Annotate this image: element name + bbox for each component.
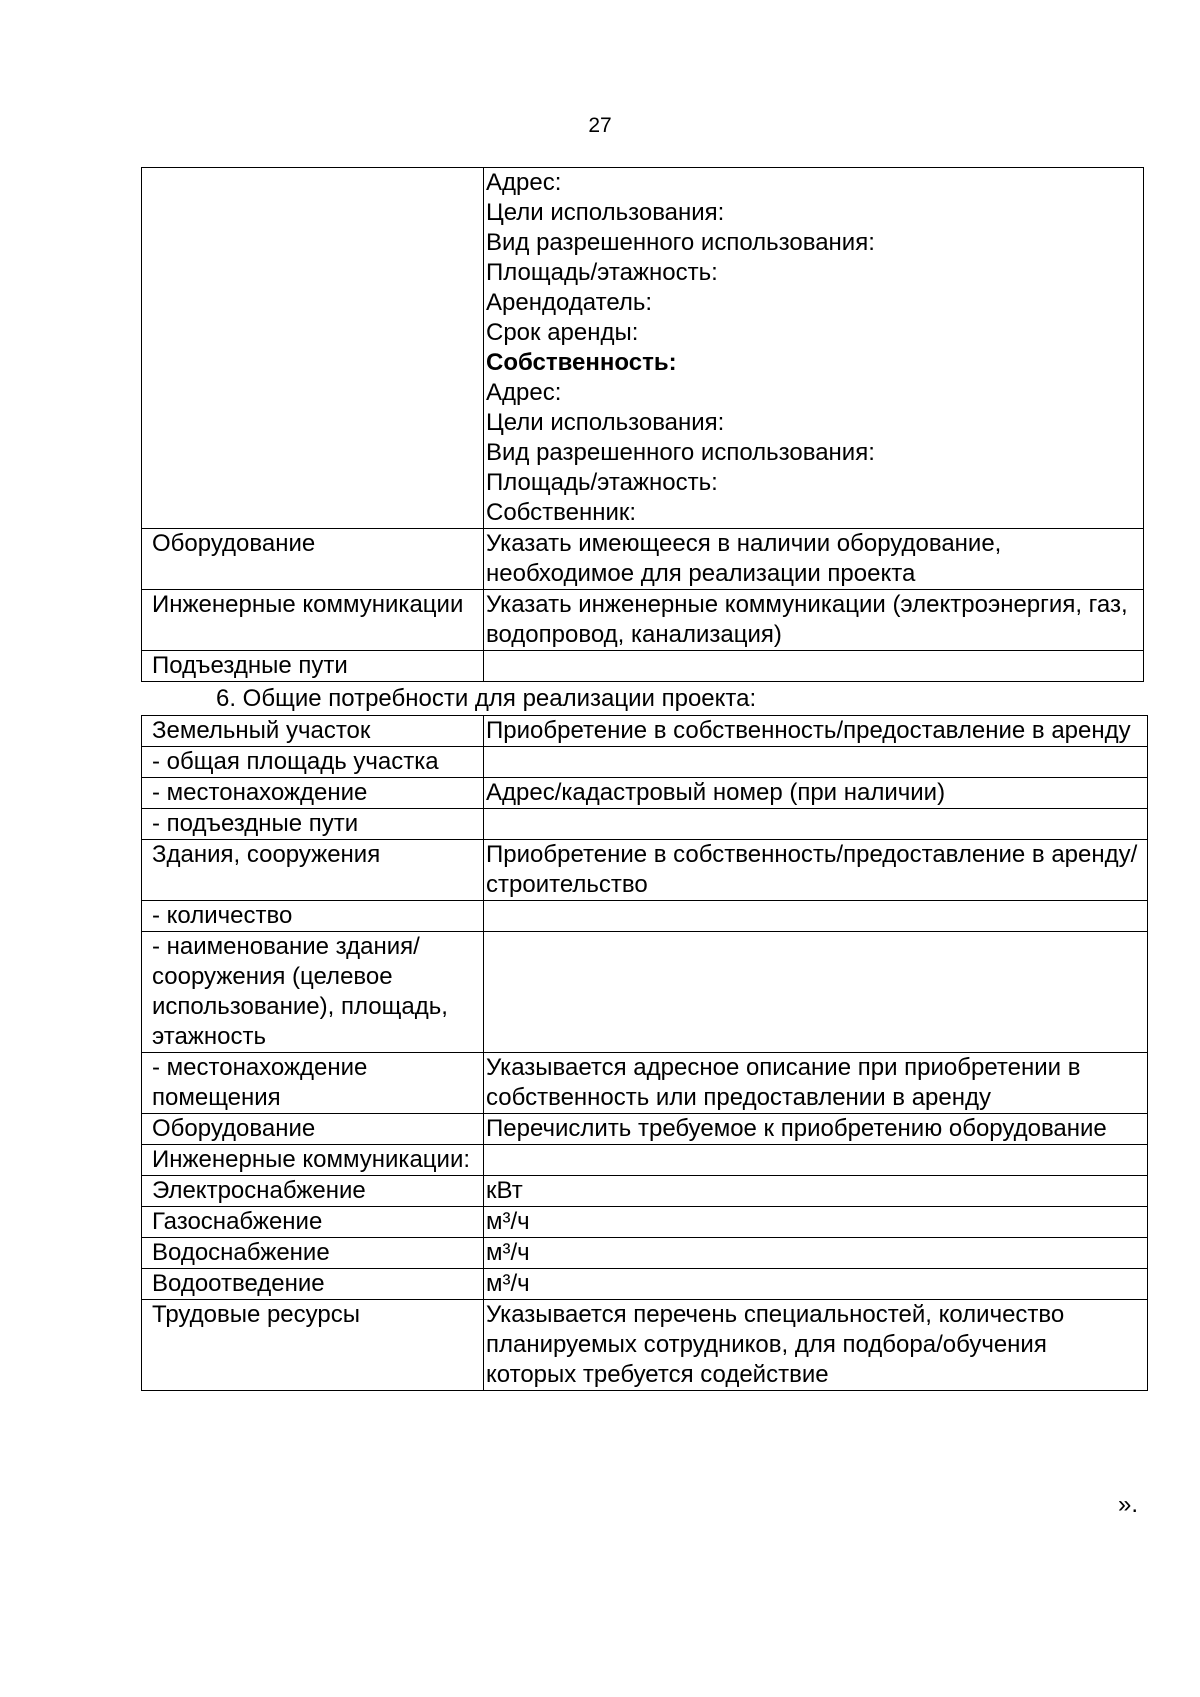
table-row	[142, 716, 1148, 747]
row-value: Указать имеющееся в наличии оборудование, необходимое для реализации проекта	[484, 529, 1144, 590]
table-row	[142, 901, 1148, 932]
row-label: Водоотведение	[142, 1269, 484, 1300]
premises-details-cell	[484, 168, 1144, 529]
row-value: Приобретение в собственность/предоставление в аренду/строительство	[484, 840, 1148, 901]
table-row	[142, 1238, 1148, 1269]
row-value: кВт	[484, 1176, 1148, 1207]
row-value: Перечислить требуемое к приобретению оборудование	[484, 1114, 1148, 1145]
detail-line: Адрес:	[486, 169, 562, 196]
row-label: - наименование здания/ сооружения (целевое использование), площадь, этажность	[142, 932, 484, 1053]
detail-line: Арендодатель:	[486, 289, 653, 316]
row-label: Трудовые ресурсы	[142, 1300, 484, 1391]
row-value: м³/ч	[484, 1238, 1148, 1269]
row-label: Оборудование	[142, 1114, 484, 1145]
needs-table-body	[142, 716, 1148, 1391]
table-row	[142, 778, 1148, 809]
row-label: - местонахождение	[142, 778, 484, 809]
table-row	[142, 1176, 1148, 1207]
row-value: Указывается адресное описание при приобретении в собственность или предоставлении в аренду	[484, 1053, 1148, 1114]
table-row	[142, 840, 1148, 901]
row-label: - количество	[142, 901, 484, 932]
table-row	[142, 1300, 1148, 1391]
detail-line: Цели использования:	[486, 199, 725, 226]
needs-table	[141, 715, 1148, 1391]
row-value: м³/ч	[484, 1269, 1148, 1300]
row-label: Инженерные коммуникации	[142, 590, 484, 651]
table-cell-empty	[142, 168, 484, 529]
table-row	[142, 932, 1148, 1053]
page-number: 27	[588, 114, 612, 137]
row-label: Оборудование	[142, 529, 484, 590]
row-label: - общая площадь участка	[142, 747, 484, 778]
row-value	[484, 901, 1148, 932]
row-label: Инженерные коммуникации:	[142, 1145, 484, 1176]
row-label: Газоснабжение	[142, 1207, 484, 1238]
row-label: - местонахождение помещения	[142, 1053, 484, 1114]
closing-quote: ».	[1118, 1491, 1139, 1518]
row-value: Указать инженерные коммуникации (электроэнергия, газ, водопровод, канализация)	[484, 590, 1144, 651]
row-label: Здания, сооружения	[142, 840, 484, 901]
table-row	[142, 1114, 1148, 1145]
detail-line: Адрес:	[486, 379, 562, 406]
row-value: Адрес/кадастровый номер (при наличии)	[484, 778, 1148, 809]
row-label: - подъездные пути	[142, 809, 484, 840]
row-label: Земельный участок	[142, 716, 484, 747]
row-value	[484, 747, 1148, 778]
detail-line: Цели использования:	[486, 409, 725, 436]
detail-line: Вид разрешенного использования:	[486, 439, 875, 466]
table-row	[142, 590, 1144, 651]
table-row	[142, 529, 1144, 590]
row-value: Приобретение в собственность/предоставление в аренду	[484, 716, 1148, 747]
premises-table	[141, 167, 1144, 682]
table-row	[142, 651, 1144, 682]
row-value: м³/ч	[484, 1207, 1148, 1238]
table-row	[142, 809, 1148, 840]
table-row	[142, 1269, 1148, 1300]
table-row	[142, 1053, 1148, 1114]
ownership-heading: Собственность:	[486, 349, 677, 376]
section-heading: 6. Общие потребности для реализации проекта:	[216, 685, 757, 712]
row-value	[484, 809, 1148, 840]
table-row	[142, 168, 1144, 529]
row-label: Водоснабжение	[142, 1238, 484, 1269]
row-value	[484, 1145, 1148, 1176]
detail-line: Собственник:	[486, 499, 637, 526]
row-label: Электроснабжение	[142, 1176, 484, 1207]
row-value	[484, 651, 1144, 682]
table-row	[142, 747, 1148, 778]
table-row	[142, 1207, 1148, 1238]
detail-line: Вид разрешенного использования:	[486, 229, 875, 256]
table-row	[142, 1145, 1148, 1176]
row-label: Подъездные пути	[142, 651, 484, 682]
detail-line: Площадь/этажность:	[486, 259, 718, 286]
row-value: Указывается перечень специальностей, количество планируемых сотрудников, для подбора/обучения которых требуется содействие	[484, 1300, 1148, 1391]
row-value	[484, 932, 1148, 1053]
detail-line: Площадь/этажность:	[486, 469, 718, 496]
detail-line: Срок аренды:	[486, 319, 639, 346]
